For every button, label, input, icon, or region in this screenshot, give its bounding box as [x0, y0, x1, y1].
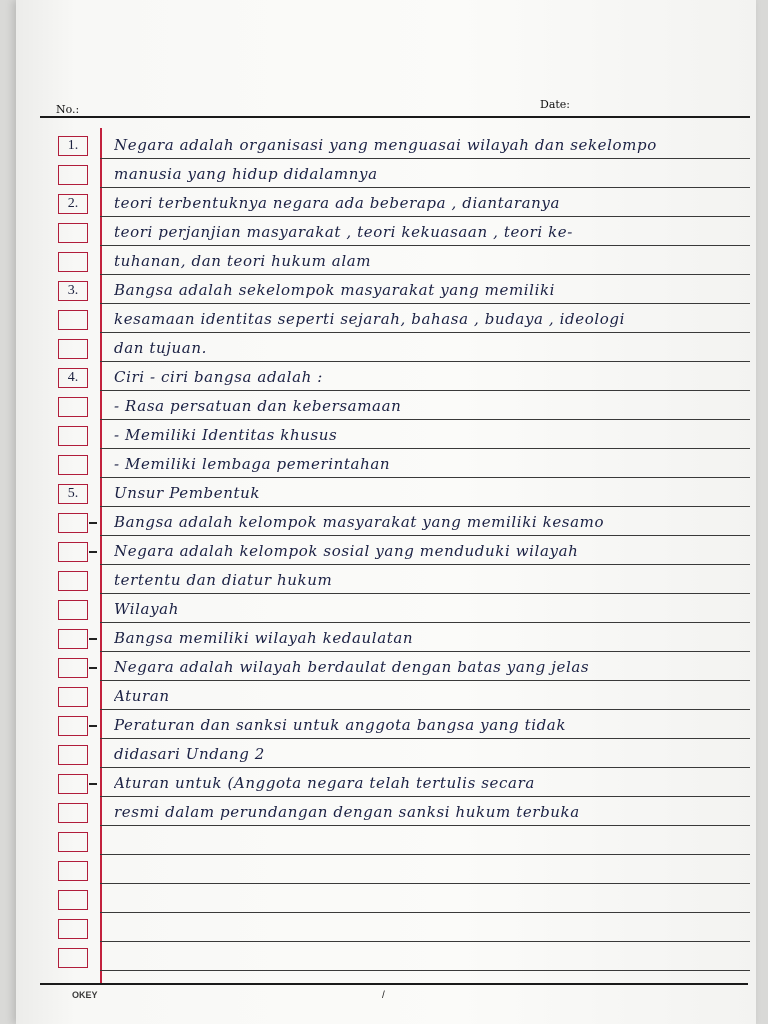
brand-logo: OKEY	[72, 990, 98, 1000]
notebook-line	[0, 362, 768, 391]
number-box	[58, 513, 88, 533]
number-box	[58, 687, 88, 707]
notebook-line	[0, 710, 768, 739]
dash-mark	[89, 638, 97, 640]
handwritten-text: Ciri - ciri bangsa adalah :	[114, 368, 323, 386]
number-box: 1.	[58, 136, 88, 156]
notebook-line	[0, 565, 768, 594]
notebook-line	[0, 130, 768, 159]
number-box: 3.	[58, 281, 88, 301]
handwritten-text: Bangsa adalah sekelompok masyarakat yang memiliki	[114, 281, 556, 299]
line-rule	[100, 970, 750, 971]
notebook-line	[0, 246, 768, 275]
footer-rule	[40, 983, 748, 985]
number-box	[58, 745, 88, 765]
number-box	[58, 455, 88, 475]
notebook-line	[0, 913, 768, 942]
handwritten-text: Peraturan dan sanksi untuk anggota bangsa yang tidak	[114, 716, 567, 734]
number-box	[58, 919, 88, 939]
notebook-line	[0, 623, 768, 652]
dash-mark	[89, 725, 97, 727]
number-box	[58, 948, 88, 968]
notebook-line	[0, 159, 768, 188]
no-label: No.:	[56, 103, 80, 116]
handwritten-text: Bangsa memiliki wilayah kedaulatan	[114, 629, 414, 647]
number-box: 2.	[58, 194, 88, 214]
notebook-line	[0, 826, 768, 855]
handwritten-text: - Rasa persatuan dan kebersamaan	[114, 397, 402, 415]
number-box	[58, 774, 88, 794]
handwritten-text: Aturan untuk (Anggota negara telah tertulis secara	[114, 774, 535, 792]
notebook-line	[0, 652, 768, 681]
handwritten-text: manusia yang hidup didalamnya	[114, 165, 378, 183]
number-box	[58, 310, 88, 330]
handwritten-text: - Memiliki Identitas khusus	[114, 426, 338, 444]
handwritten-text: Negara adalah organisasi yang menguasai wilayah dan sekelompo	[114, 136, 657, 154]
handwritten-text: kesamaan identitas seperti sejarah, bahasa , budaya , ideologi	[114, 310, 625, 328]
handwritten-text: resmi dalam perundangan dengan sanksi hukum terbuka	[114, 803, 580, 821]
notebook-line	[0, 594, 768, 623]
number-box	[58, 716, 88, 736]
number-box: 4.	[58, 368, 88, 388]
number-box	[58, 803, 88, 823]
number-box	[58, 600, 88, 620]
page-mark: /	[382, 990, 385, 1001]
handwritten-text: Wilayah	[114, 600, 179, 618]
notebook-line	[0, 188, 768, 217]
number-box	[58, 252, 88, 272]
number-box	[58, 861, 88, 881]
number-box	[58, 223, 88, 243]
notebook-line	[0, 420, 768, 449]
dash-mark	[89, 551, 97, 553]
number-box	[58, 165, 88, 185]
handwritten-text: - Memiliki lembaga pemerintahan	[114, 455, 391, 473]
notebook-line	[0, 304, 768, 333]
date-label: Date:	[540, 98, 571, 111]
handwritten-text: Negara adalah kelompok sosial yang menduduki wilayah	[114, 542, 579, 560]
handwritten-text: dan tujuan.	[114, 339, 207, 357]
handwritten-text: Unsur Pembentuk	[114, 484, 261, 502]
notebook-line	[0, 855, 768, 884]
number-box	[58, 658, 88, 678]
number-box	[58, 397, 88, 417]
notebook-line	[0, 536, 768, 565]
notebook-line	[0, 739, 768, 768]
notebook-line	[0, 478, 768, 507]
handwritten-text: didasari Undang 2	[114, 745, 265, 763]
notebook-line	[0, 942, 768, 971]
handwritten-text: Bangsa adalah kelompok masyarakat yang memiliki kesamo	[114, 513, 605, 531]
number-box	[58, 890, 88, 910]
notebook-line	[0, 217, 768, 246]
notebook-line	[0, 449, 768, 478]
dash-mark	[89, 667, 97, 669]
notebook-line	[0, 391, 768, 420]
handwritten-text: teori perjanjian masyarakat , teori kekuasaan , teori ke-	[114, 223, 573, 241]
number-box	[58, 339, 88, 359]
number-box	[58, 542, 88, 562]
number-box	[58, 832, 88, 852]
number-box	[58, 629, 88, 649]
number-box	[58, 426, 88, 446]
dash-mark	[89, 522, 97, 524]
handwritten-text: tertentu dan diatur hukum	[114, 571, 333, 589]
handwritten-text: Aturan	[114, 687, 170, 705]
handwritten-text: tuhanan, dan teori hukum alam	[114, 252, 372, 270]
notebook-line	[0, 681, 768, 710]
notebook-line	[0, 507, 768, 536]
dash-mark	[89, 783, 97, 785]
number-box	[58, 571, 88, 591]
handwritten-text: teori terbentuknya negara ada beberapa , diantaranya	[114, 194, 561, 212]
number-box: 5.	[58, 484, 88, 504]
notebook-line	[0, 884, 768, 913]
notebook-line	[0, 333, 768, 362]
handwritten-text: Negara adalah wilayah berdaulat dengan batas yang jelas	[114, 658, 590, 676]
notebook-line	[0, 768, 768, 797]
notebook-line	[0, 797, 768, 826]
notebook-line	[0, 275, 768, 304]
